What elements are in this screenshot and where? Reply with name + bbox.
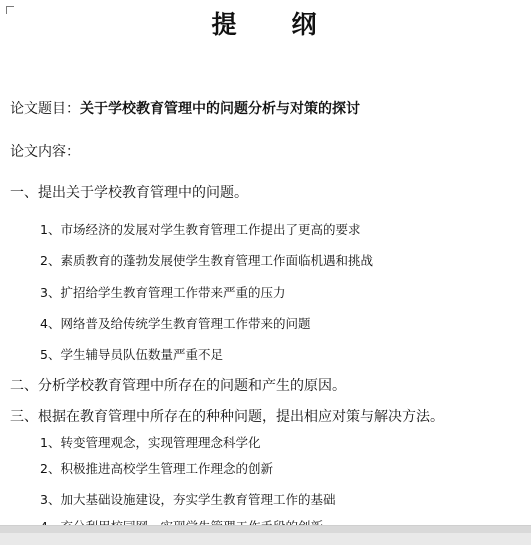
section-3-item-1: 1、转变管理观念，实现管理理念科学化 — [40, 435, 261, 450]
section-1-item-5: 5、学生辅导员队伍数量严重不足 — [40, 347, 223, 362]
section-heading-2: 二、分析学校教育管理中所存在的问题和产生的原因。 — [10, 378, 346, 394]
section-1-item-3: 3、扩招给学生教育管理工作带来严重的压力 — [40, 285, 286, 300]
content-label: 论文内容： — [10, 144, 80, 160]
document-title: 提 纲 — [211, 10, 332, 39]
section-heading-3: 三、根据在教育管理中所存在的种种问题，提出相应对策与解决方法。 — [10, 409, 444, 425]
section-heading-1: 一、提出关于学校教育管理中的问题。 — [10, 185, 248, 201]
section-1-item-4: 4、网络普及给传统学生教育管理工作带来的问题 — [40, 316, 311, 331]
section-3-item-3: 3、加大基础设施建设，夯实学生教育管理工作的基础 — [40, 492, 336, 507]
bottom-overlay-band — [0, 525, 531, 545]
topic-line — [10, 100, 360, 118]
section-1-item-2: 2、素质教育的蓬勃发展使学生教育管理工作面临机遇和挑战 — [40, 253, 373, 268]
section-1-item-1: 1、市场经济的发展对学生教育管理工作提出了更高的要求 — [40, 222, 361, 237]
section-3-item-2: 2、积极推进高校学生管理工作理念的创新 — [40, 461, 273, 476]
bottom-overlay-shade — [0, 526, 531, 533]
topic-label: 论文题目： — [10, 101, 80, 117]
topic-value: 关于学校教育管理中的问题分析与对策的探讨 — [80, 101, 360, 117]
